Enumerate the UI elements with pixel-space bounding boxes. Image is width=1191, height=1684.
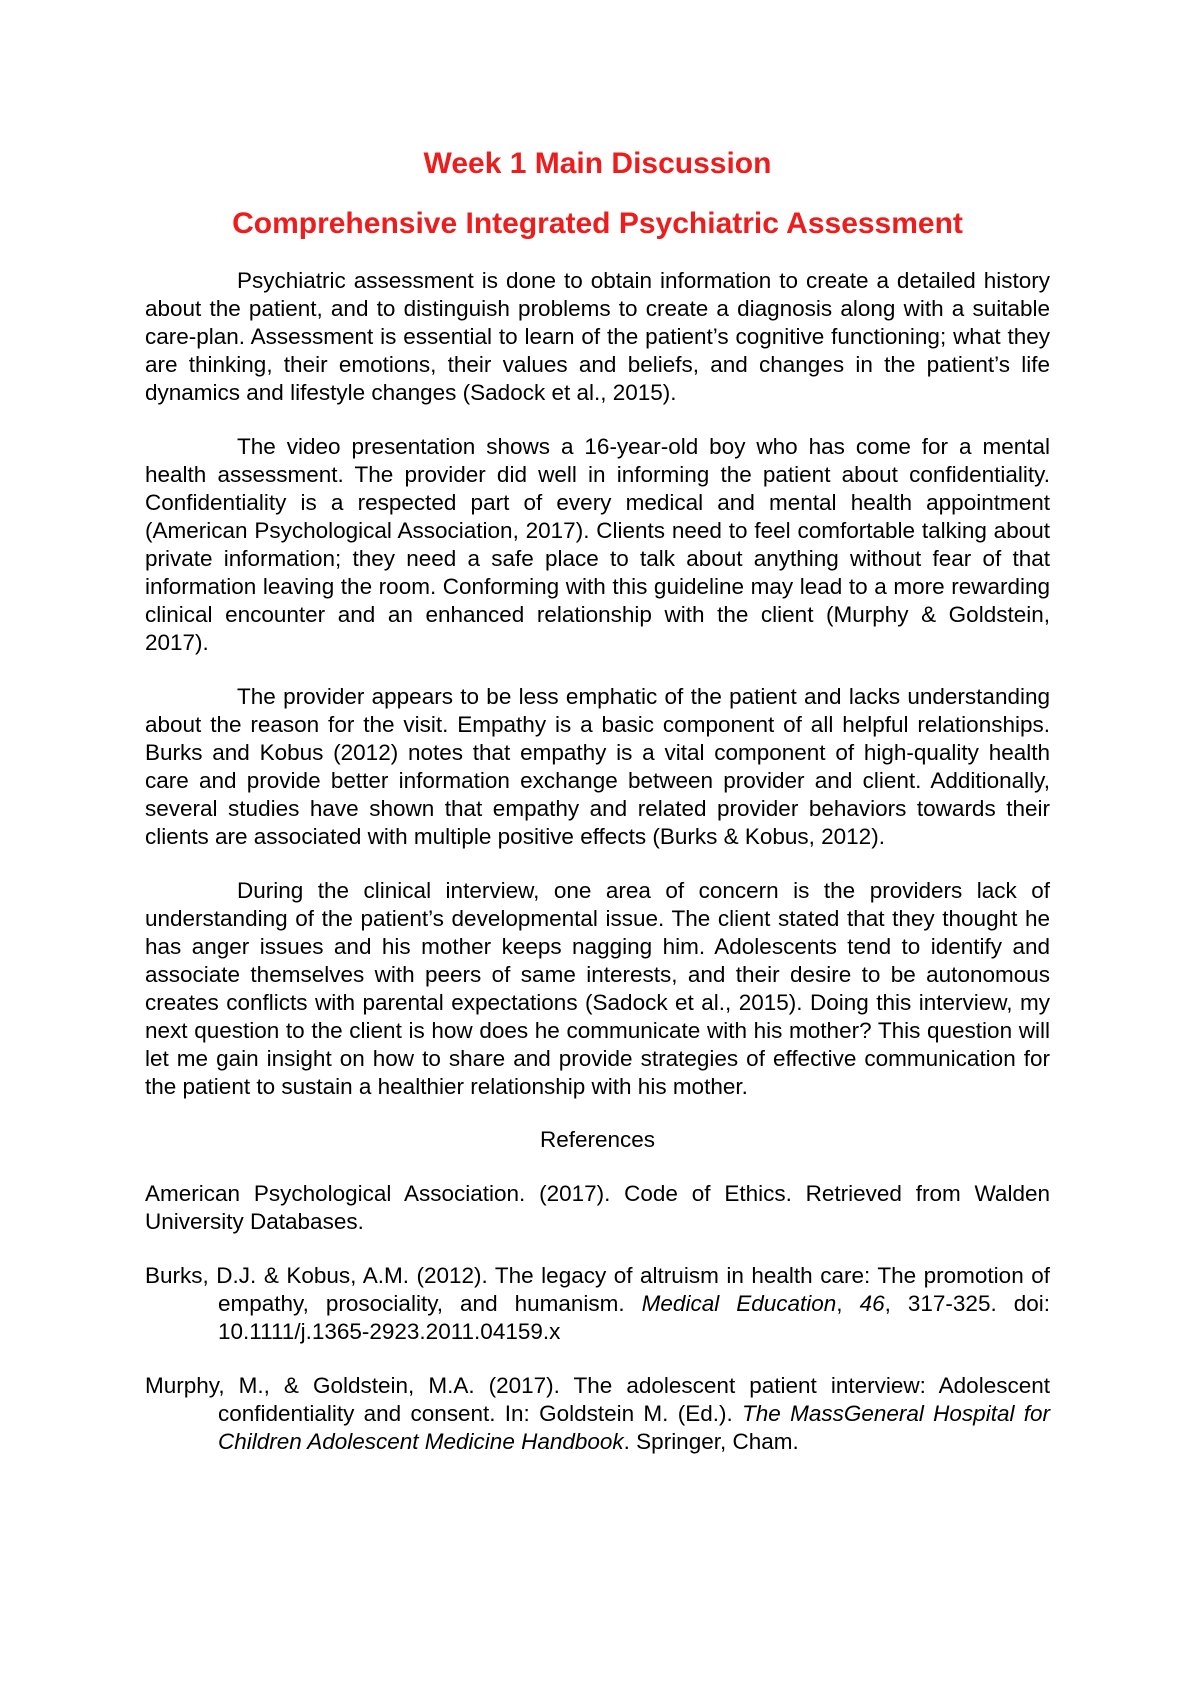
- paragraph-1: Psychiatric assessment is done to obtain information to create a detailed history about the patient, and to distinguish problems to create a diagnosis along with a suitable care-plan. Assessment is essential to learn of the patient’s cognitive functioning; what they are thinking, their emotions, their values and beliefs, and changes in the patient’s life dynamics and lifestyle changes (Sadock et al., 2015).: [145, 268, 1050, 405]
- reference-2-pages: , 317-325. doi: 10.1111/j.1365-2923.2011.04159.x: [218, 1291, 1050, 1344]
- reference-2-text: Burks, D.J. & Kobus, A.M. (2012). The legacy of altruism in health care: The promotion of empathy, prosociality, and humanism.: [145, 1263, 1050, 1316]
- reference-3-text: Murphy, M., & Goldstein, M.A. (2017). The adolescent patient interview: Adolescent confidentiality and consent. In: Goldstein M. (Ed.).: [145, 1373, 1050, 1426]
- references-heading: References: [539, 1127, 656, 1152]
- reference-2-sep: ,: [836, 1291, 860, 1316]
- reference-2-journal: Medical Education: [641, 1291, 837, 1316]
- document-page: [145, 140, 1050, 1456]
- reference-1: [145, 1180, 1050, 1236]
- reference-3: [145, 1372, 1050, 1456]
- paragraph-4: During the clinical interview, one area of concern is the providers lack of understanding of the patient’s developmental issue. The client stated that they thought he has anger issues and his mother keeps nagging him. Adolescents tend to identify and associate themselves with peers of same interests, and their desire to be autonomous creates conflicts with parental expectations (Sadock et al., 2015). Doing this interview, my next question to the client is how does he communicate with his mother? This question will let me gain insight on how to share and provide strategies of effective communication for the patient to sustain a healthier relationship with his mother.: [145, 878, 1050, 1099]
- reference-2-volume: 46: [859, 1291, 885, 1316]
- reference-3-book-title: The MassGeneral Hospital for Children Adolescent Medicine Handbook: [218, 1401, 1050, 1454]
- reference-1-text: American Psychological Association. (2017). Code of Ethics. Retrieved from Walden University Databases.: [145, 1181, 1050, 1234]
- document-subtitle: Comprehensive Integrated Psychiatric Assessment: [232, 207, 963, 240]
- paragraph-3: The provider appears to be less emphatic of the patient and lacks understanding about the reason for the visit. Empathy is a basic component of all helpful relationships. Burks and Kobus (2012) notes that empathy is a vital component of high-quality health care and provide better information exchange between provider and client. Additionally, several studies have shown that empathy and related provider behaviors towards their clients are associated with multiple positive effects (Burks & Kobus, 2012).: [145, 684, 1050, 849]
- document-title: Week 1 Main Discussion: [423, 147, 772, 180]
- paragraph-2: The video presentation shows a 16-year-old boy who has come for a mental health assessment. The provider did well in informing the patient about confidentiality. Confidentiality is a respected part of every medical and mental health appointment (American Psychological Association, 2017). Clients need to feel comfortable talking about private information; they need a safe place to talk about anything without fear of that information leaving the room. Conforming with this guideline may lead to a more rewarding clinical encounter and an enhanced relationship with the client (Murphy & Goldstein, 2017).: [145, 434, 1050, 655]
- reference-2: [145, 1262, 1050, 1346]
- reference-3-publisher: . Springer, Cham.: [623, 1429, 799, 1454]
